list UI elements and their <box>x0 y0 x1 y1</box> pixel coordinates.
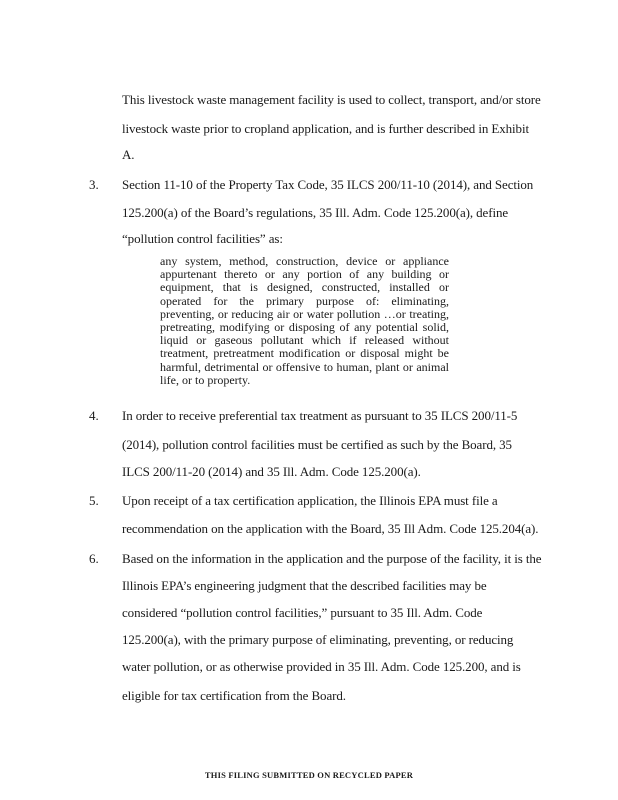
quote-line: pretreating, modifying or disposing of any potential solid, <box>160 320 449 335</box>
item-6-line-4: 125.200(a), with the primary purpose of eliminating, preventing, or reducing <box>122 632 514 647</box>
quote-line: operated for the primary purpose of: eliminating, <box>160 293 449 308</box>
item-3-number: 3. <box>89 177 99 192</box>
intro-line-2: livestock waste prior to cropland application, and is further described in Exhibit <box>122 121 529 136</box>
item-6-number: 6. <box>89 551 99 566</box>
item-4-number: 4. <box>89 408 99 423</box>
item-6-line-6: eligible for tax certification from the Board. <box>122 688 346 703</box>
quote-line: treatment, pretreatment modification or disposal might be <box>160 346 449 361</box>
item-4-line-3: ILCS 200/11-20 (2014) and 35 Ill. Adm. Code 125.200(a). <box>122 464 421 479</box>
quote-line: appurtenant thereto or any portion of any building or <box>160 267 449 282</box>
block-quote <box>160 255 449 387</box>
item-5-line-2: recommendation on the application with the Board, 35 Ill Adm. Code 125.204(a). <box>122 521 539 536</box>
item-5-number: 5. <box>89 493 99 508</box>
item-6-line-1: Based on the information in the application and the purpose of the facility, it is the <box>122 551 542 566</box>
item-6-line-5: water pollution, or as otherwise provided in 35 Ill. Adm. Code 125.200, and is <box>122 659 521 674</box>
quote-line: liquid or gaseous pollutant which if released without <box>160 333 449 348</box>
recycled-paper-footer: THIS FILING SUBMITTED ON RECYCLED PAPER <box>204 770 414 780</box>
quote-line: preventing, or reducing air or water pollution …or treating, <box>160 306 449 321</box>
intro-line-3: A. <box>122 147 135 162</box>
quote-line: equipment, that is designed, constructed, installed or <box>160 280 449 295</box>
item-6-line-3: considered “pollution control facilities,” pursuant to 35 Ill. Adm. Code <box>122 605 483 620</box>
item-4-line-1: In order to receive preferential tax treatment as pursuant to 35 ILCS 200/11-5 <box>122 408 518 423</box>
quote-line: harmful, detrimental or offensive to human, plant or animal <box>160 359 449 374</box>
quote-line: any system, method, construction, device or appliance <box>160 254 449 268</box>
item-3-line-2: 125.200(a) of the Board’s regulations, 35 Ill. Adm. Code 125.200(a), define <box>122 205 509 220</box>
item-4-line-2: (2014), pollution control facilities must be certified as such by the Board, 35 <box>122 437 512 452</box>
quote-line: life, or to property. <box>160 372 251 387</box>
item-6-line-2: Illinois EPA’s engineering judgment that the described facilities may be <box>122 578 487 593</box>
item-5-line-1: Upon receipt of a tax certification application, the Illinois EPA must file a <box>122 493 498 508</box>
item-3-line-3: “pollution control facilities” as: <box>122 231 283 246</box>
intro-line-1: This livestock waste management facility is used to collect, transport, and/or store <box>122 92 541 107</box>
item-3-line-1: Section 11-10 of the Property Tax Code, 35 ILCS 200/11-10 (2014), and Section <box>122 177 534 192</box>
